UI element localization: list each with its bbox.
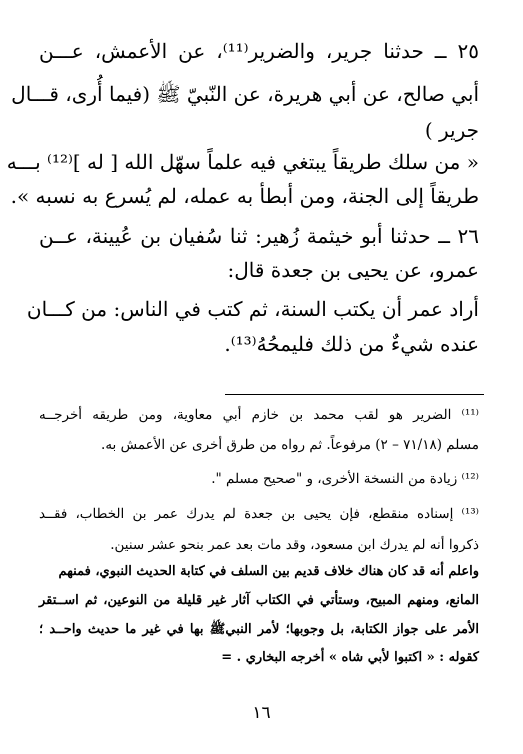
text-line: جرير ) — [424, 118, 479, 142]
text-line: أراد عمر أن يكتب السنة، ثم كتب في الناس: من كـــان — [26, 297, 479, 321]
text-line: ٢٥ ــ حدثنا جرير، والضرير⁽¹¹⁾، عن الأعمش، عـــن — [39, 39, 479, 63]
note-line: المانع، ومنهم المبيح، وستأتي في الكتاب آثار غير قليلة من النوعين، ثم اســتقر — [39, 593, 479, 608]
text-line: عنده شيءٌ من ذلك فليمحُهُ⁽¹³⁾. — [224, 332, 479, 356]
page-number: ١٦ — [252, 703, 271, 723]
footnote-line: ⁽¹¹⁾ الضرير هو لقب محمد بن خازم أبي معاوية، ومن طريقه أخرجــه — [39, 407, 479, 423]
text-line: طريقاً إلى الجنة، ومن أبطأ به عمله، لم يُسرع به نسبه ». — [10, 184, 479, 208]
note-line: واعلم أنه قد كان هناك خلاف قديم بين السلف في كتابة الحديث النبوي، فمنهم — [58, 564, 479, 579]
footnote-line: ⁽¹²⁾ زيادة من النسخة الأخرى، و "صحيح مسلم ". — [211, 471, 479, 487]
note-line: الأمر على جواز الكتابة، بل وجوبها؛ لأمر النبيﷺ بها في غير ما حديث واحــد ؛ — [39, 622, 479, 637]
footnote-line: ذكروا أنه لم يدرك ابن مسعود، وقد مات بعد عمر بنحو عشر سنين. — [110, 537, 479, 553]
footnote-line: ⁽¹³⁾ إسناده منقطع، فإن يحيى بن جعدة لم يدرك عمر بن الخطاب، فقــد — [39, 506, 479, 522]
text-line: أبي صالح، عن أبي هريرة، عن النّبيّ ﷺ (فيما أُرى، قـــال — [11, 82, 479, 106]
footnote-line: مسلم (٧١/١٨ – ٢) مرفوعاً. ثم رواه من طرق أخرى عن الأعمش به. — [101, 437, 479, 453]
text-line: ٢٦ ــ حدثنا أبو خيثمة زُهير: ثنا سُفيان بن عُيينة، عــن — [39, 224, 479, 248]
text-line: « من سلك طريقاً يبتغي فيه علماً سهّل الله [ له ]⁽¹²⁾ بـــه — [6, 150, 479, 174]
text-line: عمرو، عن يحيى بن جعدة قال: — [227, 258, 479, 282]
note-line: كقوله : « اكتبوا لأبي شاه » أخرجه البخاري . = — [221, 650, 479, 665]
footnote-separator — [225, 394, 484, 395]
